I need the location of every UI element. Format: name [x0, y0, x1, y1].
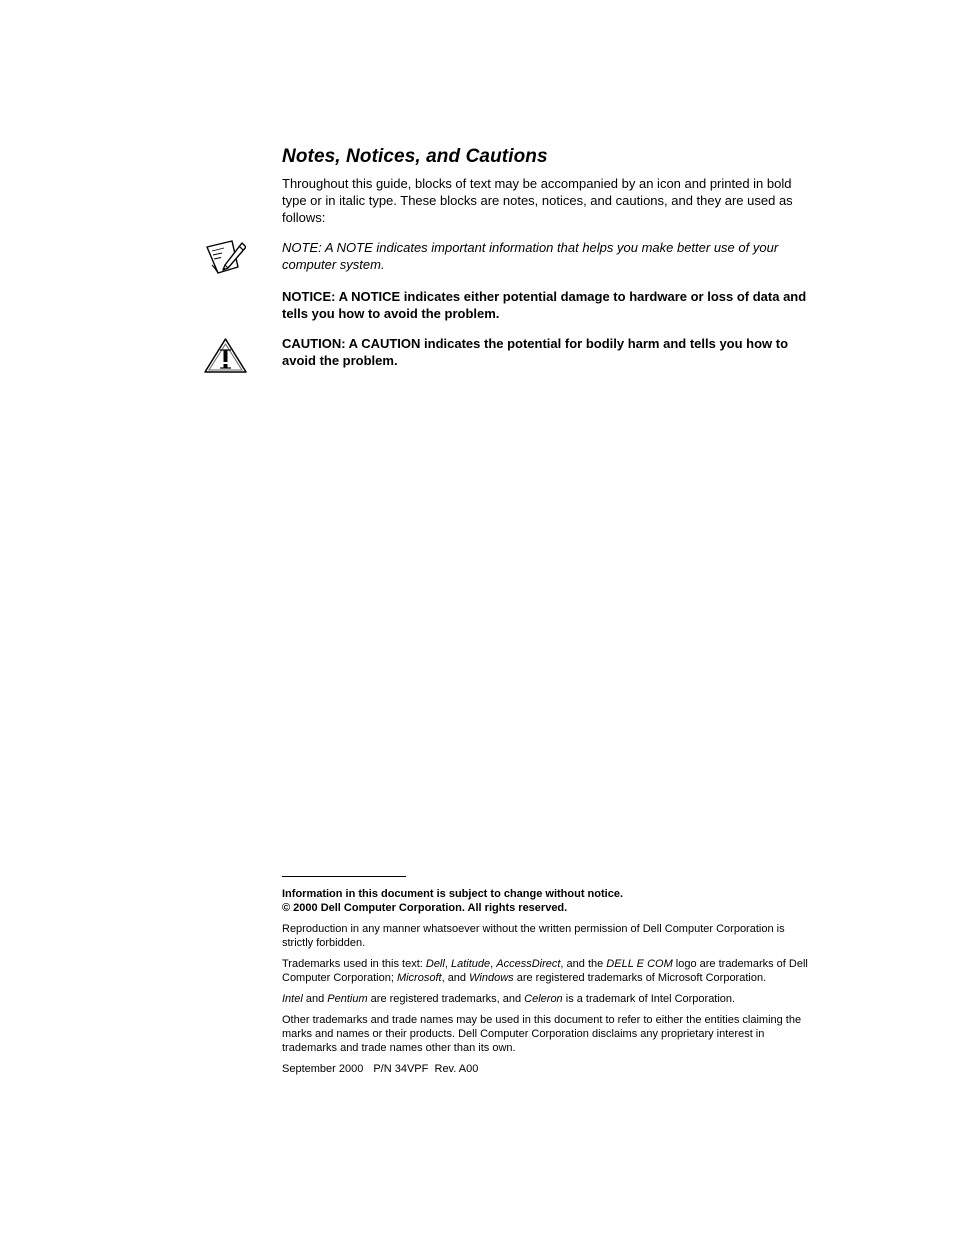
footer-divider [282, 876, 406, 877]
copyright-line: © 2000 Dell Computer Corporation. All rights reserved. [282, 902, 568, 914]
caution-text: CAUTION: A CAUTION indicates the potential for bodily harm and tells you how to avoid the problem. [282, 336, 789, 368]
reproduction-paragraph: Reproduction in any manner whatsoever without the written permission of Dell Computer Corporation is strictly forbidden. [282, 923, 785, 949]
trademark-intel: Intel [282, 993, 303, 1005]
change-notice-line: Information in this document is subject to change without notice. [282, 888, 624, 900]
part-number: P/N 34VPF [373, 1063, 429, 1075]
trademark-celeron: Celeron [524, 993, 563, 1005]
other-trademarks-paragraph: Other trademarks and trade names may be used in this document to refer to either the entities claiming the marks and names or their products. Dell Computer Corporation disclaims any proprietary interest in trademarks and trade names other than its own. [282, 1014, 802, 1054]
trademark-dell: Dell [425, 958, 445, 970]
trademark-windows: Windows [469, 972, 514, 984]
revision: Rev. A00 [434, 1063, 479, 1075]
trademark-accessdirect: AccessDirect [496, 958, 561, 970]
trademark-latitude: Latitude [450, 958, 491, 970]
footer-block [282, 887, 812, 1083]
note-text: NOTE: A NOTE indicates important information that helps you make better use of your computer system. [282, 240, 779, 272]
trademark-dell-e-com: DELL E COM [606, 958, 673, 970]
intel-trademarks-paragraph: Intel and Pentium are registered trademarks, and Celeron is a trademark of Intel Corporation. [282, 993, 736, 1005]
caution-triangle-icon [203, 337, 248, 374]
notice-text: NOTICE: A NOTICE indicates either potential damage to hardware or loss of data and tells you how to avoid the problem. [282, 289, 807, 321]
trademark-pentium: Pentium [327, 993, 368, 1005]
legal-notice [282, 887, 812, 915]
page-heading: Notes, Notices, and Cautions [282, 146, 548, 167]
trademark-microsoft: Microsoft [396, 972, 442, 984]
document-info-line [282, 1062, 812, 1076]
intro-paragraph: Throughout this guide, blocks of text may be accompanied by an icon and printed in bold type or in italic type. These blocks are notes, notices, and cautions, and they are used as follows: [282, 176, 793, 225]
publication-date: September 2000 [282, 1063, 364, 1075]
trademarks-paragraph: Trademarks used in this text: Dell, Latitude, AccessDirect, and the DELL E COM logo are trademarks of Dell Computer Corporation; Microsoft, and Windows are registered trademarks of Microsoft Corporation. [282, 958, 808, 984]
note-pencil-icon [204, 237, 246, 277]
